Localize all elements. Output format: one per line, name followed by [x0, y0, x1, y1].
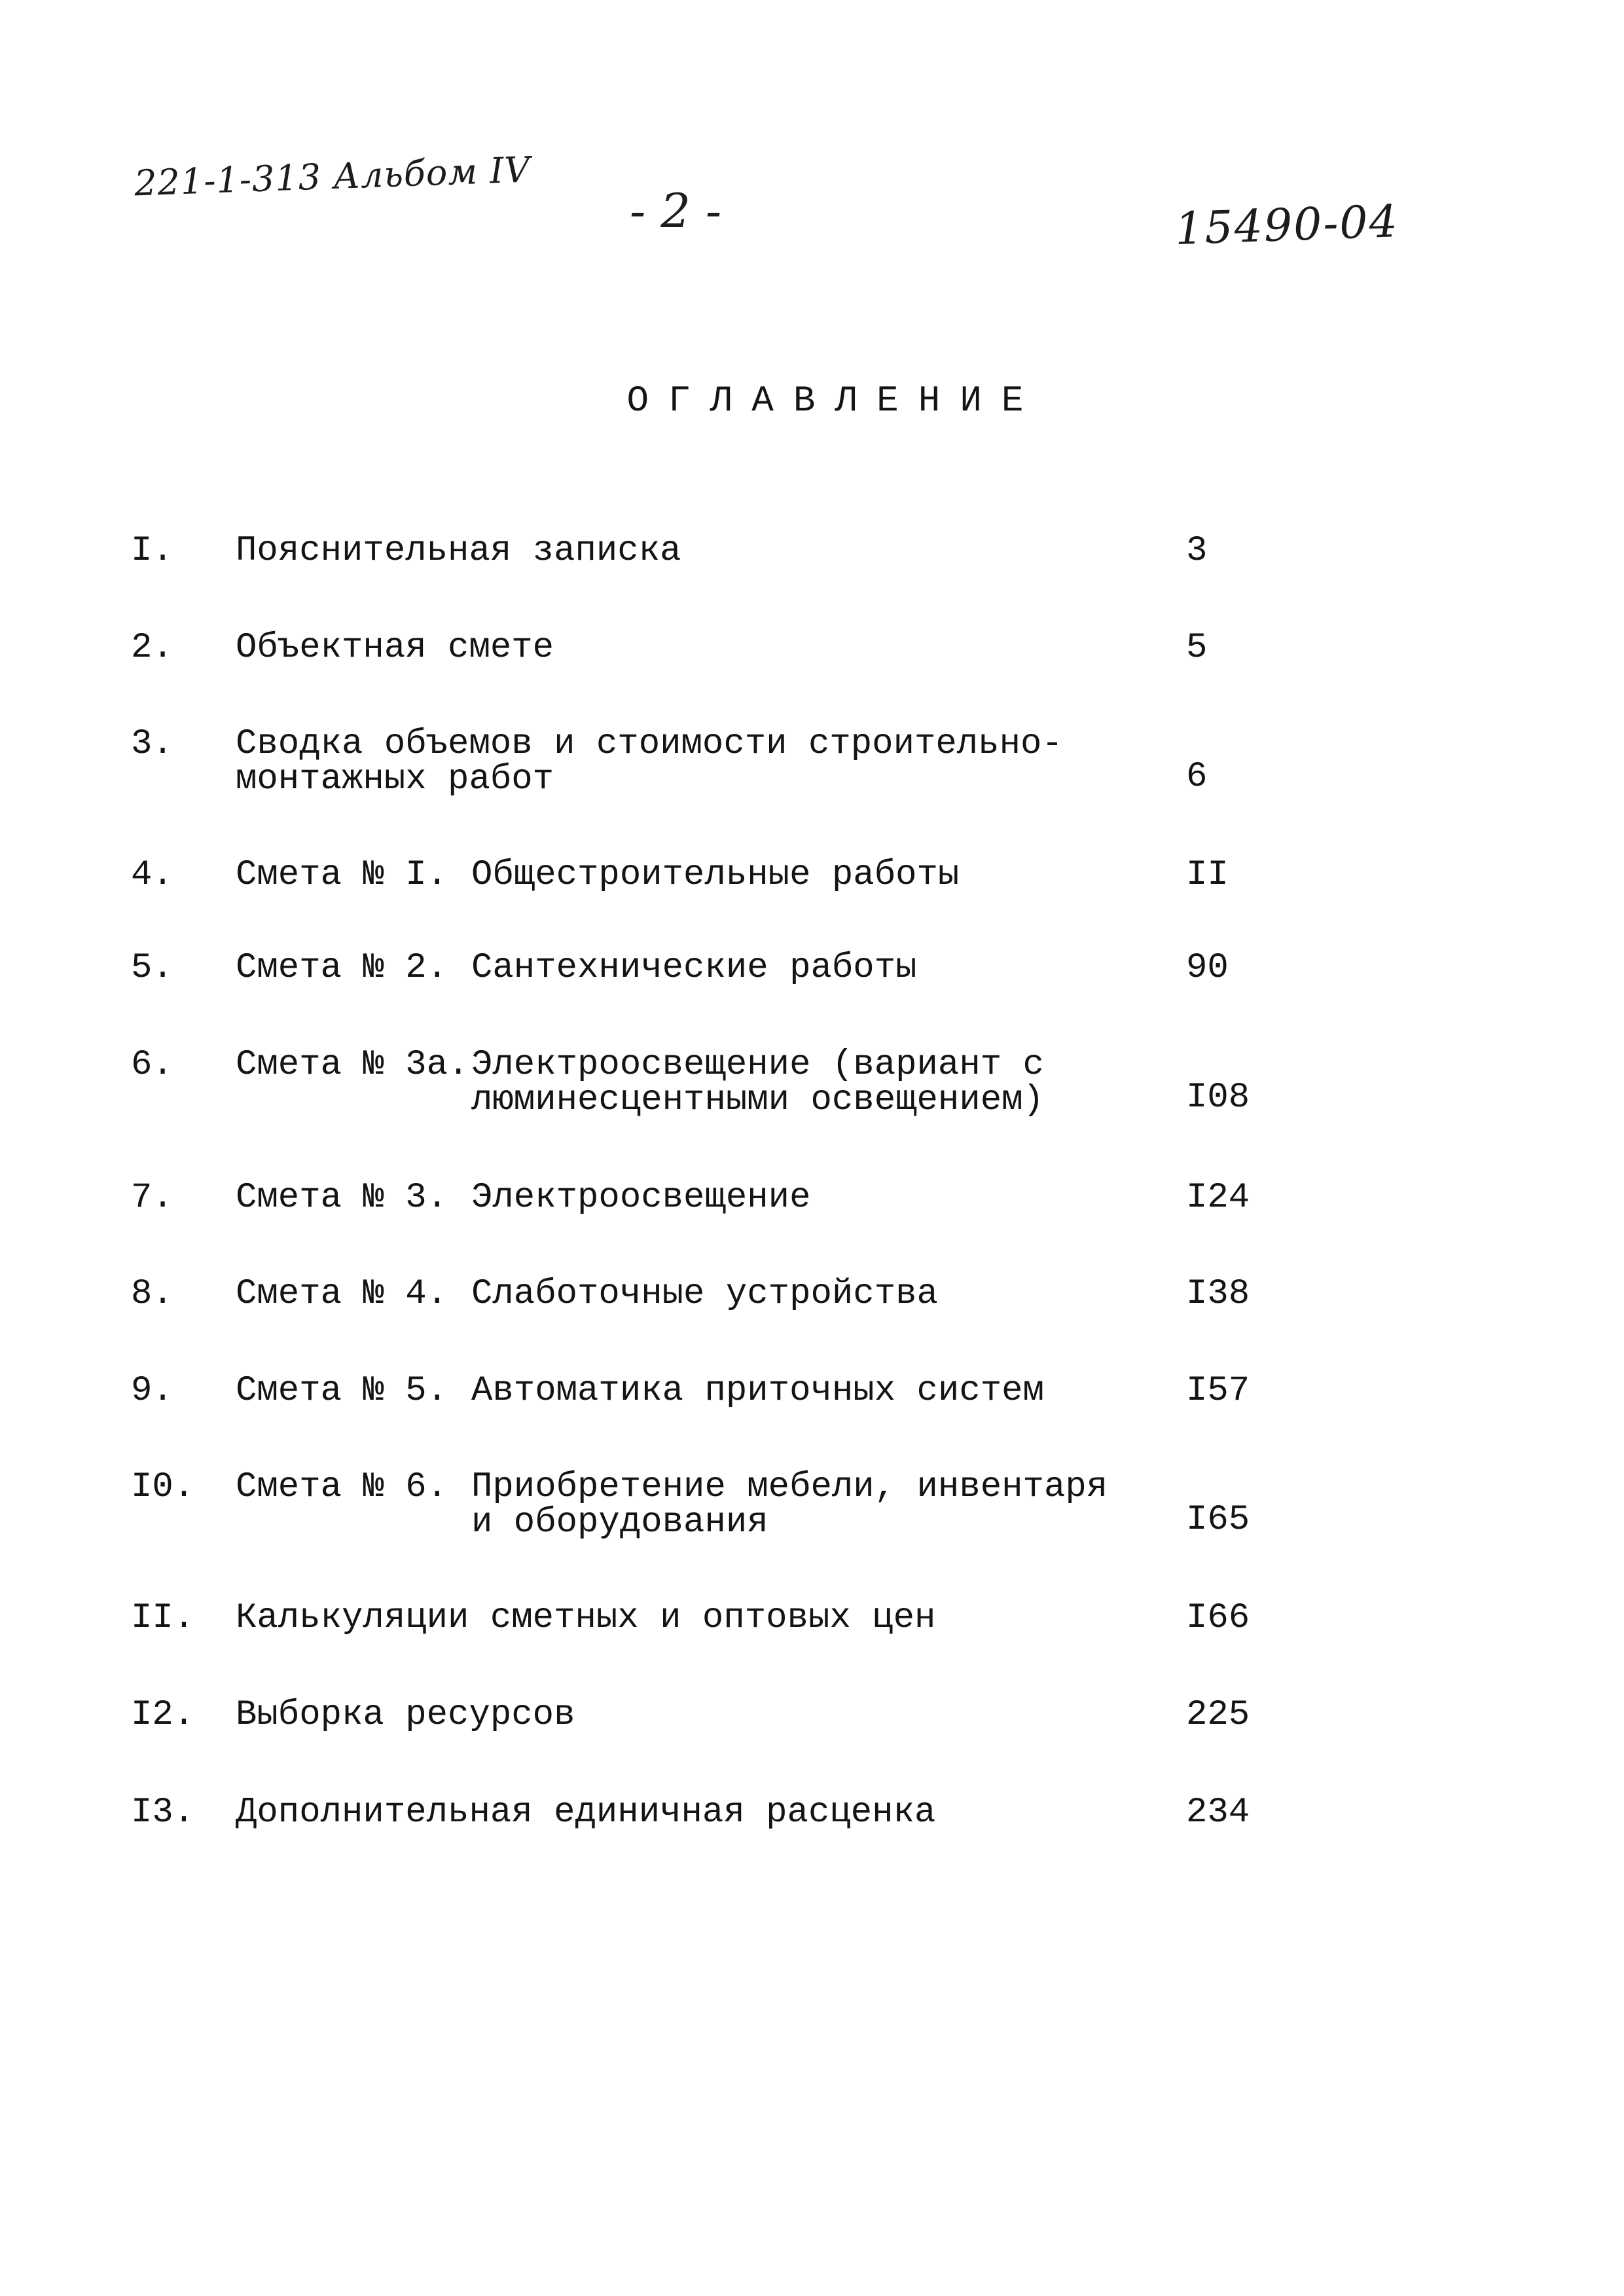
toc-entry-title-line: Объектная смете — [236, 628, 554, 668]
toc-entry-page: I65 — [1186, 1500, 1250, 1540]
toc-entry-title — [236, 1598, 936, 1638]
toc-entry-estimate-ref: Смета № 3. — [236, 1178, 448, 1218]
toc-entry-title-line: Электроосвещение (вариант с — [471, 1045, 1044, 1085]
toc-entry-title — [236, 531, 681, 571]
toc-entry-estimate-ref: Смета № I. — [236, 855, 448, 895]
toc-entry-page: 5 — [1186, 628, 1208, 668]
toc-entry-title — [236, 630, 554, 666]
toc-entry-title-line: Дополнительная единичная расценка — [236, 1793, 936, 1832]
toc-entry-title-line: Пояснительная записка — [236, 531, 681, 571]
toc-entry-page: I66 — [1186, 1598, 1250, 1638]
toc-entry-title — [236, 724, 1063, 799]
toc-entry-number: 4. — [131, 855, 173, 895]
toc-entry-number: I2. — [131, 1695, 195, 1735]
toc-entry-number: 2. — [131, 628, 173, 668]
toc-entry-number: 7. — [131, 1178, 173, 1218]
toc-entry-title — [471, 1467, 1108, 1542]
toc-entry-title-line: Слаботочные устройства — [471, 1274, 938, 1314]
toc-entry-title-line: Автоматика приточных систем — [471, 1371, 1044, 1411]
document-title: ОГЛАВЛЕНИЕ — [626, 380, 1043, 422]
toc-entry-page: 234 — [1186, 1793, 1250, 1832]
document-code-annotation: 15490-04 — [1174, 196, 1400, 255]
toc-entry-title — [471, 1045, 1044, 1120]
toc-entry-title-line: Приобретение мебели, инвентаря — [471, 1467, 1108, 1507]
toc-entry-title — [236, 1695, 575, 1735]
toc-entry-title — [471, 1371, 1044, 1411]
toc-entry-title — [471, 948, 917, 988]
toc-entry-page: I08 — [1186, 1078, 1250, 1118]
toc-entry-number: 9. — [131, 1371, 173, 1411]
toc-entry-page: 6 — [1186, 757, 1208, 797]
toc-entry-number: I3. — [131, 1793, 195, 1832]
toc-entry-title-line: Выборка ресурсов — [236, 1695, 575, 1735]
toc-entry-title — [471, 1180, 810, 1216]
toc-entry-title-line: монтажных работ — [236, 759, 554, 799]
toc-entry-number: II. — [131, 1598, 195, 1638]
toc-entry-estimate-ref: Смета № 6. — [236, 1467, 448, 1507]
toc-entry-page: 3 — [1186, 531, 1208, 571]
toc-entry-title — [471, 855, 960, 895]
toc-entry-number: 8. — [131, 1274, 173, 1314]
toc-entry-title-line: и оборудования — [471, 1503, 768, 1542]
toc-entry-estimate-ref: Смета № 4. — [236, 1274, 448, 1314]
toc-entry-page: I24 — [1186, 1178, 1250, 1218]
toc-entry-page: I38 — [1186, 1274, 1250, 1314]
toc-entry-estimate-ref: Смета № 5. — [236, 1371, 448, 1411]
toc-entry-title — [236, 1795, 935, 1831]
toc-entry-title-line: Сантехнические работы — [471, 948, 917, 988]
toc-entry-number: 6. — [131, 1045, 173, 1085]
toc-entry-title-line: Сводка объемов и стоимости строительно- — [236, 724, 1063, 764]
toc-entry-estimate-ref: Смета № 2. — [236, 948, 448, 988]
toc-entry-page: I57 — [1186, 1371, 1250, 1411]
toc-entry-number: 3. — [131, 724, 173, 764]
toc-entry-title — [471, 1274, 938, 1314]
toc-entry-page: 90 — [1186, 948, 1229, 988]
toc-entry-page: II — [1186, 855, 1229, 895]
toc-entry-number: I. — [131, 531, 173, 571]
toc-entry-number: I0. — [131, 1467, 195, 1507]
page-number-annotation: - 2 - — [630, 183, 722, 238]
toc-entry-title-line: Электроосвещение — [471, 1178, 811, 1218]
toc-entry-estimate-ref: Смета № 3а. — [236, 1045, 469, 1085]
album-code-annotation: 221-1-313 Альбом IV — [134, 149, 532, 204]
toc-entry-page: 225 — [1186, 1695, 1250, 1735]
toc-entry-title-line: люминесцентными освещением) — [471, 1080, 1044, 1120]
toc-entry-title-line: Калькуляции сметных и оптовых цен — [236, 1598, 936, 1638]
toc-entry-title-line: Общестроительные работы — [471, 855, 960, 895]
toc-entry-number: 5. — [131, 948, 173, 988]
